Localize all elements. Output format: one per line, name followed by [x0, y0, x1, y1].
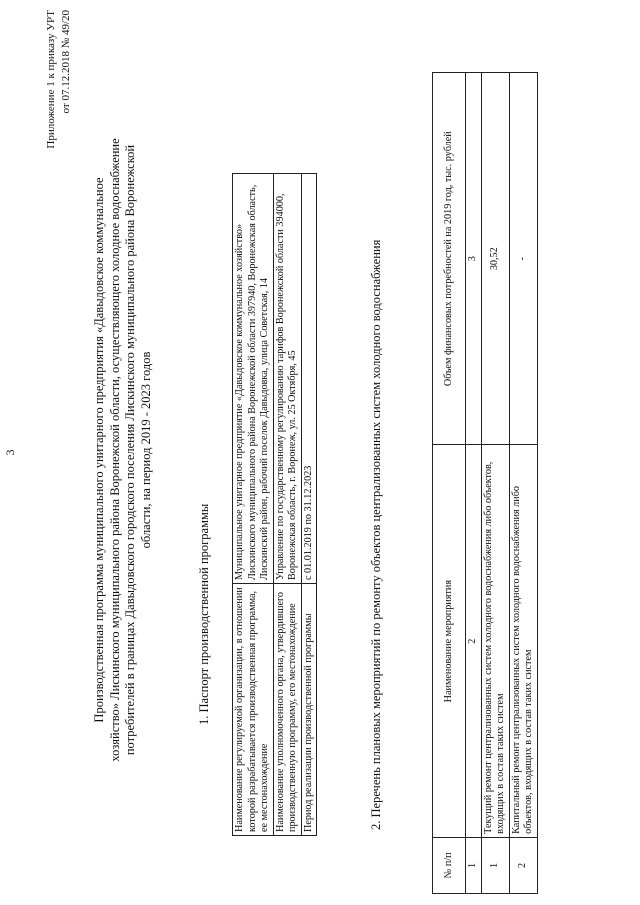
- row-number: 2: [509, 837, 537, 893]
- program-title: [92, 55, 154, 845]
- table-row: [233, 174, 274, 836]
- table-row: [273, 174, 301, 836]
- index-cell: 2: [466, 445, 482, 837]
- passport-value: с 01.01.2019 по 31.12.2023: [301, 174, 317, 584]
- appendix-line-2: от 07.12.2018 № 49/20: [60, 10, 72, 114]
- section-2-heading: 2. Перечень плановых мероприятий по ремонту объектов централизованных систем холодного водоснабжения: [369, 239, 383, 830]
- passport-value: Муниципальное унитарное предприятие «Давыдовское коммунальное хозяйство» Лискинского муниципального района Воронежской области 397940, Воронежская область, Лискинский район, рабочий поселок Давыдовка, улица Советская, 14: [233, 174, 274, 584]
- row-number: 1: [481, 837, 509, 893]
- table-header-row: [433, 73, 466, 894]
- appendix-line-1: Приложение 1 к приказу УРТ: [45, 10, 57, 149]
- table-index-row: [466, 73, 482, 894]
- passport-label: Период реализации производственной программы: [301, 584, 317, 836]
- passport-label: Наименование регулируемой организации, в отношении которой разрабатывается производственная программа, ее местонахождение: [233, 584, 274, 836]
- title-line-2: хозяйство» Лискинского муниципального района Воронежской области, осуществляющего холодное водоснабжение: [107, 138, 122, 762]
- title-line-1: Производственная программа муниципального унитарного предприятия «Давыдовское коммунальное: [92, 177, 106, 723]
- index-cell: 3: [466, 73, 482, 445]
- table-row: [301, 174, 317, 836]
- title-line-3: потребителей в границах Давыдовского городского поселения Лискинского муниципального района Воронежской: [123, 144, 137, 756]
- title-line-4: области, на период 2019 - 2023 годов: [138, 351, 153, 549]
- row-value: -: [509, 73, 537, 445]
- repair-plan-table: [432, 72, 538, 894]
- appendix-note: [44, 10, 74, 170]
- passport-value: Управление по государственному регулированию тарифов Воронежской области 394000, Воронежская область, г. Воронеж, ул. 25 Октября, 45: [273, 174, 301, 584]
- passport-table: [232, 173, 317, 836]
- header-number: № п/п: [433, 837, 466, 893]
- table-row: [509, 73, 537, 894]
- row-value: 30,52: [481, 73, 509, 445]
- header-volume: Объем финансовых потребностей на 2019 год, тыс. рублей: [433, 73, 466, 445]
- page-number: 3: [3, 449, 17, 456]
- row-name: Капитальный ремонт централизованных систем холодного водоснабжения либо объектов, входящих в состав таких систем: [509, 445, 537, 837]
- table-row: [481, 73, 509, 894]
- index-cell: 1: [466, 837, 482, 893]
- passport-label: Наименование уполномоченного органа, утвердившего производственную программу, его местонахождение: [273, 584, 301, 836]
- section-1-heading: 1. Паспорт производственной программы: [197, 503, 211, 725]
- row-name: Текущий ремонт централизованных систем холодного водоснабжения либо объектов, входящих в состав таких систем: [481, 445, 509, 837]
- header-name: Наименование мероприятия: [433, 445, 466, 837]
